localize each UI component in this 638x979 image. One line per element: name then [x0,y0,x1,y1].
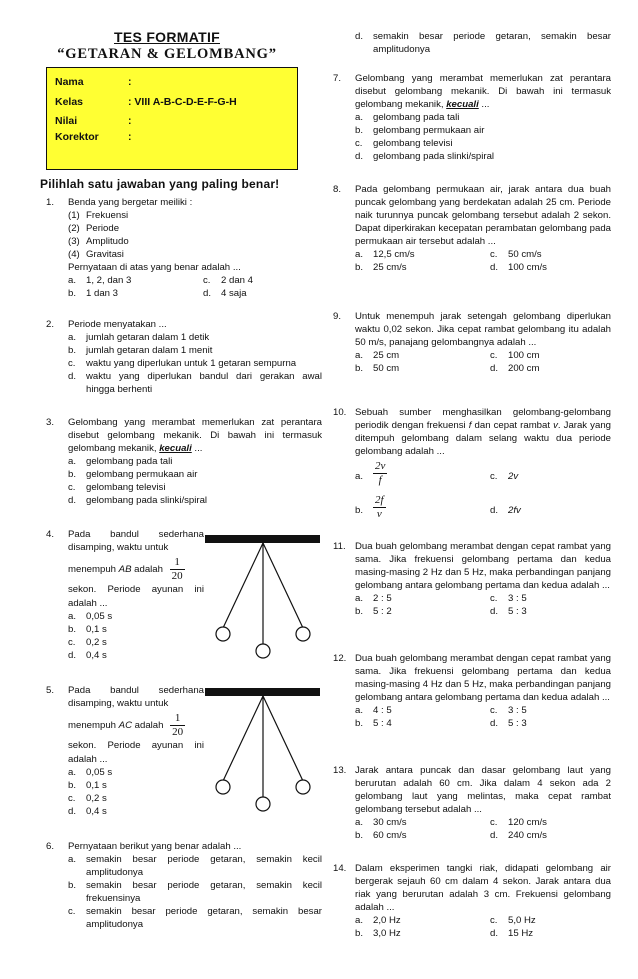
identity-row-nilai: Nilai : [55,115,132,127]
question-13: 13. Jarak antara puncak dan dasar gelombang laut yang berurutan adalah 60 cm. Jika dalam 4 sekon ada 2 gelombang laut yang melintas, maka cepat rambat gelombang tersebut adalah ... a. 30 cm/s c. 120 cm/s b. 60 cm/s d. 240 cm/s [333,765,611,842]
pendulum-bob-b [256,797,270,811]
pendulum-string-a [223,696,263,781]
pendulum-bob-a [216,627,230,641]
question-4: 4. Pada bandul sederhana disamping, waktu untuk menempuh AB adalah $\frac{1}{20}$ sekon. Periode ayunan ini adalah ... a. 0,05 s b. 0,1 s c. 0,2 s d. 0,4 s [46,529,204,661]
identity-row-nama: Nama : [55,76,132,88]
pendulum-string-a [223,543,263,628]
pendulum-string-c [263,543,303,628]
question-3: 3. Gelombang yang merambat memerlukan zat perantara disebut gelombang mekanik. Di bawah ini termasuk gelombang mekanik, kecuali ... a. gelombang pada tali b. gelombang permukaan air c. gelombang televisi d. gelombang pada slinki/spiral [46,417,322,507]
identity-row-korektor: Korektor : [55,131,132,143]
question-1: 1. Benda yang bergetar meiliki : (1) Frekuensi (2) Periode (3) Amplitudo (4) Gravitasi Pernyataan di atas yang benar adalah ... a. 1, 2, dan 3 c. 2 dan 4 b. 1 dan 3 d. 4 saja [46,197,254,300]
fraction: $\frac{1}{20}$ [172,712,184,739]
question-12: 12. Dua buah gelombang merambat dengan cepat rambat yang sama. Jika frekuensi gelombang pertama dan kedua masing-masing 4 Hz dan 5 Hz, maka perbandingan panjang gelombang antara gelombang pertama dan kedua adalah ... a. 4 : 5 c. 3 : 5 b. 5 : 4 d. 5 : 3 [333,653,611,730]
question-6: 6. Pernyataan berikut yang benar adalah ... a. semakin besar periode getaran, semakin kecil amplitudonya b. semakin besar periode getaran, semakin kecil frekuensinya c. semakin besar periode getaran, semakin besar amplitudonya [46,841,322,931]
pendulum-diagram-2 [205,688,323,813]
pendulum-bob-c [296,780,310,794]
pendulum-bob-b [256,644,270,658]
question-9: 9. Untuk menempuh jarak setengah gelombang diperlukan waktu 0,02 sekon. Jika cepat rambat gelombang itu adalah 50 m/s, panajang gelombangnya adalah ... a. 25 cm c. 100 cm b. 50 cm d. 200 cm [333,311,611,375]
pendulum-bob-c [296,627,310,641]
identity-row-kelas: Kelas : VIII A-B-C-D-E-F-G-H [55,96,237,108]
question-6-continued: d. semakin besar periode getaran, semakin besar amplitudonya [355,31,611,56]
pendulum-diagram-1 [205,535,323,660]
fraction: $\frac{2f}{v}$ [375,494,384,521]
question-10: 10. Sebuah sumber menghasilkan gelombang-gelombang periodik dengan frekuensi f dan cepat rambat v. Jarak yang ditempuh gelombang dalam selang waktu dua periode gelombang adalah ... a. $\frac{2v}{f}$ c. 2v b. $\frac{2f}{v}$ d. 2fv [333,407,611,521]
question-7: 7. Gelombang yang merambat memerlukan zat perantara disebut gelombang mekanik. Di bawah ini termasuk gelombang mekanik, kecuali ... a. gelombang pada tali b. gelombang permukaan air c. gelombang televisi d. gelombang pada slinki/spiral [333,73,611,163]
instruction: Pilihlah satu jawaban yang paling benar! [40,177,280,191]
identity-box [46,67,298,170]
question-11: 11. Dua buah gelombang merambat dengan cepat rambat yang sama. Jika frekuensi gelombang pertama dan kedua masing-masing 2 Hz dan 5 Hz, maka perbandingan panjang gelombang antara gelombang pertama dan kedua adalah ... a. 2 : 5 c. 3 : 5 b. 5 : 2 d. 5 : 3 [333,541,611,618]
pendulum-support [205,535,320,543]
fraction: $\frac{1}{20}$ [171,556,183,583]
question-14: 14. Dalam eksperimen tangki riak, didapati gelombang air bergerak sejauh 60 cm dalam 4 sekon. Jarak antara dua riak yang berurutan adalah 3 cm. Frekuensi gelombang adalah ... a. 2,0 Hz c. 5,0 Hz b. 3,0 Hz d. 15 Hz [333,863,611,940]
pendulum-bob-a [216,780,230,794]
page-title: TES FORMATIF [114,29,220,45]
pendulum-string-c [263,696,303,781]
question-8: 8. Pada gelombang permukaan air, jarak antara dua buah puncak gelombang yang berdekatan adalah 25 cm. Periode naik turunnya puncak gelombang tersebut adalah 2 sekon. Dapat diperkirakan kecepatan perambatan gelombang pada permukaan air tersebut adalah ... a. 12,5 cm/s c. 50 cm/s b. 25 cm/s d. 100 cm/s [333,184,611,274]
question-5: 5. Pada bandul sederhana disamping, waktu untuk menempuh AC adalah $\frac{1}{20}$ sekon. Periode ayunan ini adalah ... a. 0,05 s b. 0,1 s c. 0,2 s d. 0,4 s [46,685,204,817]
fraction: $\frac{2v}{f}$ [375,460,386,487]
page-subtitle: “GETARAN & GELOMBANG” [57,46,277,62]
pendulum-support [205,688,320,696]
question-2: 2. Periode menyatakan ... a. jumlah getaran dalam 1 detik b. jumlah getaran dalam 1 menit c. waktu yang diperlukan untuk 1 getaran sempurna d. waktu yang diperlukan bandul dari gerakan awal hingga berhenti [46,319,322,396]
